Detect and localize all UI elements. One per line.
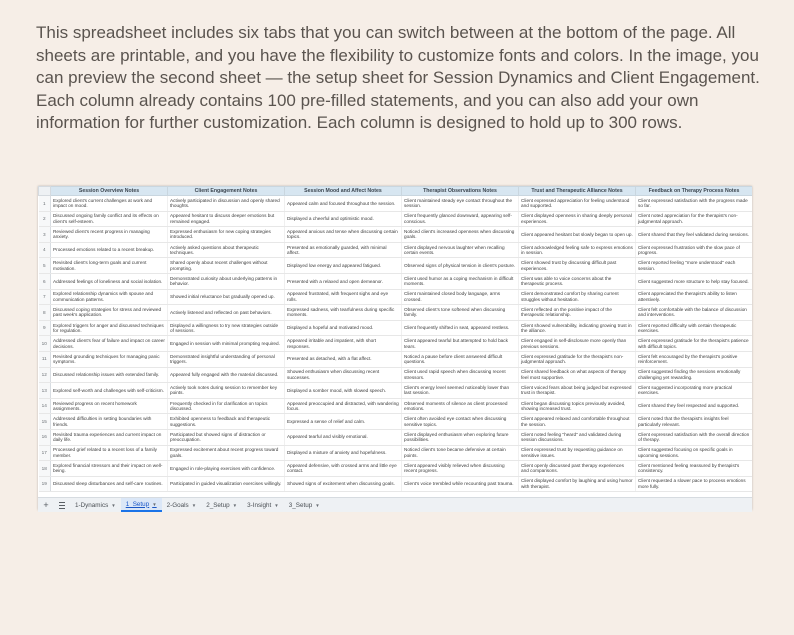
- table-cell[interactable]: Client reported difficulty with certain therapeutic exercises.: [636, 320, 753, 336]
- table-row: [39, 289, 753, 305]
- table-cell[interactable]: Appeared irritable and impatient, with short responses.: [285, 336, 402, 352]
- table-cell[interactable]: Client began discussing topics previously avoided, showing increased trust.: [519, 398, 636, 414]
- table-cell[interactable]: Observed client's tone softened when discussing family.: [402, 305, 519, 321]
- table-cell[interactable]: Client appeared relaxed and comfortable throughout the session.: [519, 414, 636, 430]
- row-number[interactable]: 7: [39, 289, 51, 305]
- table-cell[interactable]: Engaged in role-playing exercises with confidence.: [168, 461, 285, 477]
- table-cell[interactable]: Client shared that they feel validated during sessions.: [636, 227, 753, 243]
- table-row: [39, 258, 753, 274]
- table-cell[interactable]: Client suggested more structure to help stay focused.: [636, 273, 753, 289]
- table-cell[interactable]: Participated but showed signs of distraction or preoccupation.: [168, 429, 285, 445]
- table-row: [39, 461, 753, 477]
- table-cell[interactable]: Showed enthusiasm when discussing recent successes.: [285, 367, 402, 383]
- table-cell[interactable]: Client expressed appreciation for feeling understood and supported.: [519, 196, 636, 212]
- table-cell[interactable]: Presented with a relaxed and open demeanor.: [285, 273, 402, 289]
- table-cell[interactable]: Client voiced fears about being judged but expressed trust in therapist.: [519, 383, 636, 399]
- table-cell[interactable]: Client often avoided eye contact when discussing sensitive topics.: [402, 414, 519, 430]
- add-sheet-button[interactable]: [38, 498, 54, 512]
- table-cell[interactable]: Appeared frustrated, with frequent sighs and eye rolls.: [285, 289, 402, 305]
- row-number[interactable]: 16: [39, 429, 51, 445]
- table-cell[interactable]: Expressed enthusiasm for new coping strategies introduced.: [168, 227, 285, 243]
- caret-down-icon[interactable]: ▼: [232, 502, 238, 508]
- table-cell[interactable]: Showed signs of excitement when discussing goals.: [285, 476, 402, 492]
- table-cell[interactable]: Client displayed enthusiasm when exploring future possibilities.: [402, 429, 519, 445]
- table-cell[interactable]: Revisited client's long-term goals and current motivation.: [51, 258, 168, 274]
- table-cell[interactable]: Presented as emotionally guarded, with minimal affect.: [285, 242, 402, 258]
- table-cell[interactable]: Showed initial reluctance but gradually opened up.: [168, 289, 285, 305]
- table-cell[interactable]: Client reported feeling "more understood" each session.: [636, 258, 753, 274]
- table-row: [39, 273, 753, 289]
- row-number[interactable]: 11: [39, 351, 51, 367]
- table-cell[interactable]: Client shared feedback on what aspects of therapy feel most supportive.: [519, 367, 636, 383]
- table-cell[interactable]: Explored client's current challenges at work and impact on mood.: [51, 196, 168, 212]
- table-cell[interactable]: Revisited grounding techniques for managing panic symptoms.: [51, 351, 168, 367]
- table-cell[interactable]: Observed signs of physical tension in client's posture.: [402, 258, 519, 274]
- corner-cell[interactable]: [39, 187, 51, 196]
- sheet-tab-label: 1_Setup: [125, 500, 150, 508]
- table-cell[interactable]: Addressed client's fear of failure and impact on career decisions.: [51, 336, 168, 352]
- table-cell[interactable]: Reviewed progress on recent homework assignments.: [51, 398, 168, 414]
- table-cell[interactable]: Appeared hesitant to discuss deeper emotions but remained engaged.: [168, 211, 285, 227]
- table-cell[interactable]: Client appeared hesitant but slowly began to open up.: [519, 227, 636, 243]
- table-cell[interactable]: Client suggested incorporating more practical exercises.: [636, 383, 753, 399]
- table-cell[interactable]: Actively listened and reflected on past behaviors.: [168, 305, 285, 321]
- table-cell[interactable]: Client expressed satisfaction with the progress made so far.: [636, 196, 753, 212]
- table-cell[interactable]: Client mentioned feeling reassured by therapist's consistency.: [636, 461, 753, 477]
- row-number[interactable]: 1: [39, 196, 51, 212]
- table-row: [39, 445, 753, 461]
- table-cell[interactable]: Client expressed frustration with the slow pace of progress.: [636, 242, 753, 258]
- table-cell[interactable]: Client was able to voice concerns about the therapeutic process.: [519, 273, 636, 289]
- table-cell[interactable]: Explored financial stressors and their impact on well-being.: [51, 461, 168, 477]
- intro-paragraph: This spreadsheet includes six tabs that you can switch between at the bottom of the page. All sheets are printable, and you have the flexibility to customize fonts and colors. In the image, you can preview the second sheet — the setup sheet for Session Dynamics and Client Engagement. Each column already contains 100 pre-filled statements, and you can also add your own information for further customization. Each column is designed to hold up to 300 rows.: [36, 23, 760, 133]
- header-row: [39, 187, 753, 196]
- row-number[interactable]: 15: [39, 414, 51, 430]
- table-cell[interactable]: Client demonstrated comfort by sharing current struggles without hesitation.: [519, 289, 636, 305]
- table-cell[interactable]: Actively asked questions about therapeutic techniques.: [168, 242, 285, 258]
- column-header-client-engagement[interactable]: Client Engagement Notes: [168, 187, 285, 196]
- sheet-tab[interactable]: [121, 498, 162, 512]
- table-cell[interactable]: Displayed a somber mood, with slowed speech.: [285, 383, 402, 399]
- table-cell[interactable]: Presented as detached, with a flat affect.: [285, 351, 402, 367]
- table-cell[interactable]: Noticed client's increased openness when discussing goals.: [402, 227, 519, 243]
- table-cell[interactable]: Client suggested focusing on specific goals in upcoming sessions.: [636, 445, 753, 461]
- table-cell[interactable]: Client noted appreciation for the therapist's non-judgmental approach.: [636, 211, 753, 227]
- table-cell[interactable]: Displayed low energy and appeared fatigued.: [285, 258, 402, 274]
- table-cell[interactable]: Client frequently shifted in seat, appeared restless.: [402, 320, 519, 336]
- table-cell[interactable]: Expressed a sense of relief and calm.: [285, 414, 402, 430]
- table-row: [39, 227, 753, 243]
- column-header-trust-alliance[interactable]: Trust and Therapeutic Alliance Notes: [519, 187, 636, 196]
- table-cell[interactable]: Client maintained closed body language, arms crossed.: [402, 289, 519, 305]
- row-number[interactable]: 12: [39, 367, 51, 383]
- table-cell[interactable]: Actively took notes during session to remember key points.: [168, 383, 285, 399]
- table-cell[interactable]: Addressed feelings of loneliness and social isolation.: [51, 273, 168, 289]
- table-row: [39, 336, 753, 352]
- table-cell[interactable]: Client noted that the therapist's insights feel particularly relevant.: [636, 414, 753, 430]
- table-cell[interactable]: Client appeared visibly relieved when discussing recent progress.: [402, 461, 519, 477]
- sheet-tab-label: 1-Dynamics: [75, 501, 109, 509]
- table-cell[interactable]: Shared openly about recent challenges without prompting.: [168, 258, 285, 274]
- table-cell[interactable]: Client requested a slower pace to process emotions more fully.: [636, 476, 753, 492]
- table-cell[interactable]: Client appeared tearful but attempted to hold back tears.: [402, 336, 519, 352]
- row-number[interactable]: 14: [39, 398, 51, 414]
- sheet-tab[interactable]: [201, 498, 242, 512]
- table-cell[interactable]: Explored relationship dynamics with spouse and communication patterns.: [51, 289, 168, 305]
- table-cell[interactable]: Client showed trust by discussing difficult past experiences.: [519, 258, 636, 274]
- row-number[interactable]: 19: [39, 476, 51, 492]
- sheet-tab[interactable]: [284, 498, 325, 512]
- caret-down-icon[interactable]: ▼: [274, 502, 279, 508]
- column-header-session-overview[interactable]: Session Overview Notes: [51, 187, 168, 196]
- table-cell[interactable]: Client suggested finding the sessions emotionally challenging yet rewarding.: [636, 367, 753, 383]
- table-cell[interactable]: Displayed a mixture of anxiety and hopefulness.: [285, 445, 402, 461]
- sheet-tab-label: 2-Goals: [166, 501, 189, 509]
- row-number[interactable]: 17: [39, 445, 51, 461]
- table-cell[interactable]: Client reflected on the positive impact of the therapeutic relationship.: [519, 305, 636, 321]
- table-cell[interactable]: Client appreciated the therapist's ability to listen attentively.: [636, 289, 753, 305]
- table-cell[interactable]: Appeared tearful and visibly emotional.: [285, 429, 402, 445]
- table-row: [39, 383, 753, 399]
- row-number[interactable]: 6: [39, 273, 51, 289]
- table-row: [39, 196, 753, 212]
- table-cell[interactable]: Expressed excitement about recent progress toward goals.: [168, 445, 285, 461]
- sheet-tab-label: 3-Insight: [247, 501, 272, 509]
- table-cell[interactable]: Displayed a hopeful and motivated mood.: [285, 320, 402, 336]
- table-cell[interactable]: Noticed a pause before client answered difficult questions.: [402, 351, 519, 367]
- table-cell[interactable]: Actively participated in discussion and openly shared thoughts.: [168, 196, 285, 212]
- table-row: [39, 305, 753, 321]
- table-cell[interactable]: Discussed sleep disturbances and self-care routines.: [51, 476, 168, 492]
- table-cell[interactable]: Client used humor as a coping mechanism in difficult moments.: [402, 273, 519, 289]
- table-row: [39, 211, 753, 227]
- sheet-tab-label: 2_Setup: [206, 501, 230, 509]
- row-number[interactable]: 4: [39, 242, 51, 258]
- table-cell[interactable]: Noticed client's tone became defensive at certain points.: [402, 445, 519, 461]
- caret-down-icon[interactable]: ▼: [152, 501, 157, 507]
- table-row: [39, 414, 753, 430]
- table-cell[interactable]: Client displayed openness in sharing deeply personal experiences.: [519, 211, 636, 227]
- table-cell[interactable]: Client expressed gratitude for the therapist's non-judgmental approach.: [519, 351, 636, 367]
- column-header-feedback-process[interactable]: Feedback on Therapy Process Notes: [636, 187, 753, 196]
- row-number[interactable]: 13: [39, 383, 51, 399]
- table-cell[interactable]: Client shared they feel respected and supported.: [636, 398, 753, 414]
- table-cell[interactable]: Client expressed satisfaction with the overall direction of therapy.: [636, 429, 753, 445]
- table-cell[interactable]: Discussed ongoing family conflict and its effects on client's self-esteem.: [51, 211, 168, 227]
- table-cell[interactable]: Frequently checked in for clarification on topics discussed.: [168, 398, 285, 414]
- table-cell[interactable]: Explored self-worth and challenges with self-criticism.: [51, 383, 168, 399]
- table-cell[interactable]: Appeared defensive, with crossed arms and little eye contact.: [285, 461, 402, 477]
- table-cell[interactable]: Appeared fully engaged with the material discussed.: [168, 367, 285, 383]
- table-cell[interactable]: Participated in guided visualization exercises willingly.: [168, 476, 285, 492]
- table-cell[interactable]: Displayed a willingness to try new strategies outside of sessions.: [168, 320, 285, 336]
- column-header-therapist-observations[interactable]: Therapist Observations Notes: [402, 187, 519, 196]
- table-cell[interactable]: Client displayed comfort by laughing and using humor with therapist.: [519, 476, 636, 492]
- setup-table: [38, 186, 752, 492]
- row-number[interactable]: 10: [39, 336, 51, 352]
- caret-down-icon[interactable]: ▼: [111, 502, 116, 508]
- all-sheets-button[interactable]: [54, 498, 70, 512]
- table-cell[interactable]: Addressed difficulties in setting boundaries with friends.: [51, 414, 168, 430]
- table-cell[interactable]: Engaged in session with minimal prompting required.: [168, 336, 285, 352]
- table-cell[interactable]: Discussed relationship issues with extended family.: [51, 367, 168, 383]
- sheet-tab[interactable]: [242, 498, 284, 512]
- table-cell[interactable]: Client felt encouraged by the therapist's positive reinforcement.: [636, 351, 753, 367]
- table-cell[interactable]: Client used rapid speech when discussing recent stressors.: [402, 367, 519, 383]
- table-cell[interactable]: Explored triggers for anger and discussed techniques for regulation.: [51, 320, 168, 336]
- row-number[interactable]: 18: [39, 461, 51, 477]
- table-cell[interactable]: Expressed sadness, with tearfulness during specific moments.: [285, 305, 402, 321]
- table-row: [39, 242, 753, 258]
- table-cell[interactable]: Client felt comfortable with the balance of discussion and interventions.: [636, 305, 753, 321]
- table-row: [39, 320, 753, 336]
- sheet-tab-label: 3_Setup: [288, 501, 313, 509]
- sheet-tab[interactable]: [70, 498, 121, 512]
- column-header-mood-affect[interactable]: Session Mood and Affect Notes: [285, 187, 402, 196]
- table-cell[interactable]: Processed grief related to a recent loss of a family member.: [51, 445, 168, 461]
- table-cell[interactable]: Client noted feeling "heard" and validated during session discussions.: [519, 429, 636, 445]
- table-row: [39, 351, 753, 367]
- table-cell[interactable]: Client frequently glanced downward, appearing self-conscious.: [402, 211, 519, 227]
- sheet-tabs: [70, 498, 325, 512]
- table-cell[interactable]: Client expressed trust by requesting guidance on sensitive issues.: [519, 445, 636, 461]
- spreadsheet-grid[interactable]: [38, 186, 752, 510]
- table-row: [39, 476, 753, 492]
- table-cell[interactable]: Client engaged in self-disclosure more openly than previous sessions.: [519, 336, 636, 352]
- caret-down-icon[interactable]: ▼: [191, 502, 197, 508]
- table-cell[interactable]: Discussed coping strategies for stress and reviewed past week's application.: [51, 305, 168, 321]
- menu-icon: [59, 502, 65, 509]
- table-cell[interactable]: Observed moments of silence as client processed emotions.: [402, 398, 519, 414]
- table-cell[interactable]: Demonstrated curiosity about underlying patterns in behavior.: [168, 273, 285, 289]
- table-cell[interactable]: Appeared calm and focused throughout the session.: [285, 196, 402, 212]
- table-cell[interactable]: Client expressed gratitude for the therapist's patience with difficult topics.: [636, 336, 753, 352]
- table-cell[interactable]: Demonstrated insightful understanding of personal triggers.: [168, 351, 285, 367]
- table-cell[interactable]: Displayed a cheerful and optimistic mood.: [285, 211, 402, 227]
- table-cell[interactable]: Client acknowledged feeling safe to express emotions in session.: [519, 242, 636, 258]
- sheet-tab-bar: [38, 497, 752, 512]
- table-cell[interactable]: Revisited trauma experiences and current impact on daily life.: [51, 429, 168, 445]
- table-row: [39, 398, 753, 414]
- table-cell[interactable]: Client maintained steady eye contact throughout the session.: [402, 196, 519, 212]
- row-number[interactable]: 5: [39, 258, 51, 274]
- table-cell[interactable]: Client displayed nervous laughter when recalling certain events.: [402, 242, 519, 258]
- row-number[interactable]: 8: [39, 305, 51, 321]
- table-cell[interactable]: Reviewed client's recent progress in managing anxiety.: [51, 227, 168, 243]
- table-cell[interactable]: Appeared preoccupied and distracted, with wandering focus.: [285, 398, 402, 414]
- table-cell[interactable]: Exhibited openness to feedback and therapeutic suggestions.: [168, 414, 285, 430]
- plus-icon: +: [43, 500, 49, 510]
- table-row: [39, 429, 753, 445]
- row-number[interactable]: 3: [39, 227, 51, 243]
- table-cell[interactable]: Client's voice trembled while recounting past trauma.: [402, 476, 519, 492]
- table-cell[interactable]: Client's energy level seemed noticeably lower than last session.: [402, 383, 519, 399]
- table-cell[interactable]: Client showed vulnerability, indicating growing trust in the alliance.: [519, 320, 636, 336]
- sheet-tab[interactable]: [162, 498, 202, 512]
- table-cell[interactable]: Appeared anxious and tense when discussing certain topics.: [285, 227, 402, 243]
- table-cell[interactable]: Client openly discussed past therapy experiences and comparisons.: [519, 461, 636, 477]
- row-number[interactable]: 2: [39, 211, 51, 227]
- row-number[interactable]: 9: [39, 320, 51, 336]
- table-cell[interactable]: Processed emotions related to a recent breakup.: [51, 242, 168, 258]
- table-row: [39, 367, 753, 383]
- caret-down-icon[interactable]: ▼: [315, 502, 320, 508]
